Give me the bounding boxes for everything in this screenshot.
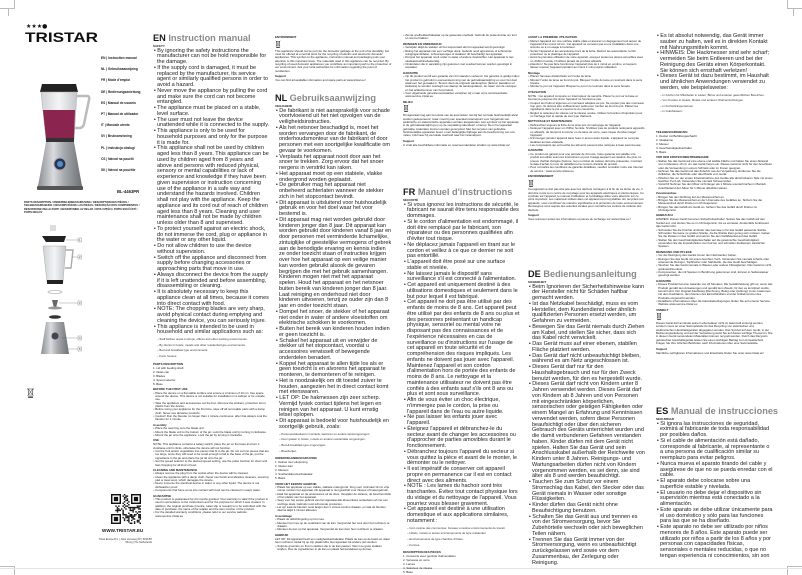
- bullet-item: • El aparato debe colocarse sobre una superficie estable y nivelada.: [656, 479, 773, 491]
- language-code: EN: [153, 33, 166, 43]
- en-environment-section: [275, 34, 392, 93]
- company-address: Tristar Europe B.V. | Jules Verneweg 87 | 5015 BH Tilburg | The Netherlands: [98, 538, 152, 545]
- section-title: [528, 269, 645, 280]
- bullet-item: • Das Gerät muss auf einer ebenen, stabilen Fläche platziert werden.: [528, 342, 645, 354]
- column-3: [403, 34, 520, 574]
- paragraph: Vous retrouver toutes les informations et pièces de rechange sur www.tristar.eu !: [528, 217, 631, 222]
- bullet-item: • Dieses Gerät darf nur für den Haushaltsgebrauch und nur für den Zweck benutzt werden, für den es hergestellt wurde.: [528, 365, 645, 382]
- paragraph: LET OP: Dit apparaat heeft een veiligheidsschakelaar. Plaats de kan op de basis en draai hem rechtsom totdat hij op zijn plaats klikt. Het apparaat zal anders niet werken.: [275, 536, 390, 545]
- bullet-item: • Buiten het bereik van kinderen houden indien er geen toezicht is.: [275, 327, 392, 339]
- bullet-item: • Caution! Run the blender no longer than 1 minute continuous, after that always cool the blender for 1 minute.: [153, 415, 270, 422]
- bullet-item: • Veeg voor het eerste gebruik van het apparaat alle afneembare onderdelen af met een vochtige doek. Gebruik nooit schurende producten.: [275, 499, 392, 506]
- bullet-item: • Stellen Sie das Gerät auf eine ebene und stabile Fläche und halten Sie einen Abstand von mindestens 10 cm um das Gerät herum ein. Dieses Gerät ist nicht für den Anschluss oder die Verwendung in einem Schrank oder im Freien geeignet.: [656, 160, 773, 170]
- weee-bin-icon: [528, 179, 645, 188]
- section-heading: USE: [153, 438, 159, 443]
- paragraph: This appliance should not be put into the domestic garbage at the end of its durability, but must be offered at a central point for the recycling of electric and electronic domestic appliances. This symbol on the appliance, instruction manual and packaging puts your attention to this important issue. The materials used in this appliance can be recycled. By recycling of used domestic appliances you contribute an important push to the protection of our environment. Ask your local authorities for information regarding the point of recollection.: [275, 48, 392, 73]
- section-heading: Montage: [528, 70, 540, 75]
- sub-item: – Staff kitchen areas in shops, offices and other working environments.: [153, 338, 270, 341]
- bullet-item: • Dompel het apparaat nooit onder in water of andere vloeistoffen. Het apparaat is niet vaatwasmachinebestendig.: [403, 56, 520, 63]
- paragraph: 2. Glaskanne: [656, 138, 674, 143]
- section-heading: VOOR HET EERSTE GEBRUIK: [275, 481, 317, 486]
- crop-mark-top-left-2: [0, 8, 9, 16]
- paragraph: Cet appareil ne doit pas être jeté avec les déchets ménagers à la fin de sa durée de vie, il doit être remis à un centre de recyclage pour les appareils électriques et électroniques. Ce symbole sur l'appareil, le manuel d'utilisation et l'emballage attire votre attention sur ce point important. Les matériaux utilisés dans cet appareil sont recyclables. En recyclant vos appareils, vous contribuez de manière significative à la protection de notre environnement. Renseignez-vous auprès des autorités locales pour connaître les centres de collecte des déchets.: [528, 187, 644, 212]
- paragraph: HINWEIS: Dieses Gerät hat einen Sicherheitsschalter. Setzen Sie das Gefäß auf den Sockel auf, und drehen Sie es im Uhrzeigersinn, bis es einrastet. Andernfalls funktioniert das Gerät nicht.: [656, 217, 769, 229]
- bullet-item: • Monteer het mes op de onderkant van de kan. Vergrendel het mes door het rechtsom te draaien.: [275, 522, 392, 529]
- svg-text:TRISTAR: TRISTAR: [25, 29, 98, 43]
- section-heading: Support: [275, 74, 287, 79]
- paragraph: 5. Base: [403, 570, 413, 575]
- bullet-item: • Op dit product wordt een garantie van 24 maanden verleend. Uw garantie is geldig indien het product is gebruikt in overeenstemming met de gebruiksaanwijzing en voor het doel waarvoor het gemaakt is. Tevens dient de originele aankoopbon (factuur, kassabon of kwitantie) te worden overlegd met daarop de aankoopdatum, de naam van de verkoper en het artikelnummer van het product.: [403, 75, 520, 92]
- model-number: BL-4463PR: [117, 189, 140, 194]
- nl-maintenance-section: [403, 34, 520, 187]
- section-heading: DESCRIPTION DES PIÈCES: [403, 550, 441, 555]
- bullet-item: • Detaillierte Informationen über die Garantiebedingungen finden Sie auf unserer Service-Website www.service.tristar.eu: [656, 300, 773, 307]
- section-title: [403, 187, 520, 198]
- bullet-item: • If the supply cord is damaged, it must be replaced by the manufacturer, its service agent or similarly qualified persons in order to avoid a hazard.: [153, 66, 270, 89]
- bullet-item: • Dieses Gerät ist dazu bestimmt, im Haushalt und ähnlichen Anwendungen verwendet zu werden, wie beispielsweise:: [656, 74, 773, 91]
- paragraph: U vindt alle beschikbare informatie en reserveonderdelen stratiën op www.tristar.eu!: [403, 142, 511, 147]
- bullet-item: • Dit apparaat mag niet worden gebruikt door kinderen jonger dan 8 jaar. Dit apparaat kan worden gebruikt door kinderen vanaf 8 jaar en door personen met verminderde lichamelijke, zintuiglijke of geestelijke vermogens of gebrek aan de benodigde ervaring en kennis indien ze onder toezicht staan of instructies krijgen over hoe het apparaat op een veilige manier kan worden gebruikt alsook de gevaren begrijpen die met het gebruik samenhangen. Kinderen mogen niet met het apparaat spelen. Houd het apparaat en het netsnoer buiten bereik van kinderen jonger dan 8 jaar. Laat reiniging en onderhoud niet door kinderen uitvoeren, tenzij ze ouder zijn dan 8 jaar en onder toezicht staan.: [275, 218, 392, 310]
- bullet-item: • By ignoring the safety instructions the manufacturer can not be hold responsible for the damage.: [153, 49, 270, 66]
- section-heading: MILIEU: [403, 99, 413, 104]
- paragraph: Sämtliche verfügbaren Informationen und Ersatzteile finden Sie unter www.tristar.eu!: [656, 350, 764, 355]
- exploded-parts-diagram: [38, 224, 86, 365]
- bullet-item: • Débranchez toujours l'appareil du secteur si vous quittez la pièce et avant de le monter, le démonter ou le nettoyer.: [403, 450, 520, 467]
- language-item: NL | Gebruiksaanwijzing: [101, 67, 138, 72]
- language-code: FR: [403, 187, 416, 197]
- bullet-item: • Always disconnect the device from the supply if it is left unattended and before assembling, disassembling or cleaning.: [153, 273, 270, 290]
- bullet-item: • This appliance shall not be used by children aged less than 8 years. This appliance can be used by children aged from 8 years and above and persons with reduced physical, sensory or mental capabilities or lack of experience and knowledge if they have been given supervision or instruction concerning use of the appliance in a safe way and understand the hazards involved. Children shall not play with the appliance. Keep the appliance and its cord out of reach of children aged less than 8 years. Cleaning and user maintenance shall not be made by children unless older than 8 and supervised.: [153, 146, 270, 227]
- paragraph: 1. Deksel met vulopening: [275, 460, 308, 465]
- en-safety-section: [153, 33, 270, 361]
- section-heading: GEBRUIK: [275, 532, 289, 537]
- paragraph: 3. Blades: [153, 373, 166, 378]
- bullet-item: • Montez le pot sur l'appareil. Bloquez le pot en le tournant dans le sens horaire.: [528, 85, 645, 88]
- paragraph: NOTE: This appliance contains a safety switch, place the jar on the base and turn it clockwise until it clicks, otherwise the device will not function.: [153, 442, 260, 450]
- bullet-item: • Dieses Gerät darf nicht von Kindern unter 8 Jahren verwendet werden. Dieses Gerät darf von Kindern ab 8 Jahren und von Personen mit eingeschränkten körperlichen, sensorischen oder geistigen Fähigkeiten oder einem Mangel an Erfahrung und Kenntnissen verwendet werden, sofern diese Personen beaufsichtigt oder über den sicheren Gebrauch des Geräts unterrichtet wurden und die damit verbundenen Gefahren verstanden haben. Kinder dürfen mit dem Gerät nicht spielen. Halten Sie das Gerät und sein Anschlusskabel außerhalb der Reichweite von Kindern unter 8 Jahren. Reinigungs- und Wartungsarbeiten dürfen nicht von Kindern vorgenommen werden, es sei denn, sie sind älter als 8 und werden beaufsichtigt.: [528, 382, 645, 480]
- diagram-label-3: 3: [78, 301, 81, 306]
- paragraph: 4. Sélecteur de vitesse: [403, 566, 433, 571]
- weee-bin-icon: [656, 312, 773, 321]
- bullet-item: • Schalten Sie das Gerät aus und trennen es von der Stromversorgung, bevor Sie Zubehörteile wechseln oder sich beweglichen Teilen nähern.: [528, 515, 645, 538]
- bullet-item: • Reinig het apparaat met een vochtige doek. Gebruik nooit agressieve of schurende reinigingsmiddelen, schuursponsjes of staalwol; dit beschadigt het apparaat.: [403, 50, 520, 57]
- bullet-item: • HINWEIS: Die Hackmesser sind sehr scharf; vermeiden Sie beim Entleeren und bei der Reinigung des Geräts einen Körperkontakt. Sie können sich ernsthaft verletzen!: [656, 51, 773, 74]
- bullet-item: • Place the device on a flat stable surface and ensure a minimum of 10 cm. free space around the device. This device is not suitable for installation in a cabinet or for outside use.: [153, 392, 270, 402]
- section-heading: UTILISATION: [528, 89, 546, 94]
- bullet-item: • Les composants qui ont touché les aliments peuvent être nettoyés à l'eau savonneuse.: [528, 144, 645, 147]
- section-title: [275, 93, 392, 104]
- bullet-item: • Este aparato se debe utilizar únicamente para el uso doméstico y sólo para las funciones para las que se ha diseñado.: [656, 508, 773, 525]
- paragraph: 3. Messen: [275, 468, 289, 473]
- section-heading: ENVIRONNEMENT: [528, 174, 554, 179]
- paragraph: Dit apparaat mag aan het einde van de levensduur niet bij het normale huishoudelijk afval worden gedeponeerd, maar moet bij een speciaal inzamelpunt voor hergebruik van elektrische en elektronische apparaten worden aangeboden. Het symbool op het apparaat, in de gebruiksaanwijzing en op de verpakking attendeert u hierop. De in het apparaat gebruikte materialen kunnen worden gerecycled. Met het recyclen van gebruikte huishoudelijke apparaten levert u een belangrijke bijdrage aan de bescherming van ons milieu. Informeer bij uw lokale overheid naar het inzamelpunt.: [403, 113, 520, 138]
- bullet-item: • Avant la première utilisation de votre appareil, essuyez toutes les pièces amovibles avec un chiffon humide. N'utilisez jamais de produits abrasifs.: [528, 56, 645, 63]
- bullet-item: • Si vous ignorez les instructions de sécurité, le fabricant ne saurait être tenu responsable des dommages.: [403, 203, 520, 220]
- bullet-item: • Cet appareil ne doit pas être utilisé par des enfants de moins de 8 ans. Cet appareil peut être utilisé par des enfants de 8 ans ou plus et des personnes présentant un handicap physique, sensoriel ou mental voire ne disposant pas des connaissances et de l'expérience nécessaires en cas de surveillance ou d'instructions sur l'usage de cet appareil en toute sécurité et de compréhension des risques impliqués. Les enfants ne doivent pas jouer avec l'appareil. Maintenez l'appareil et son cordon d'alimentation hors de portée des enfants de moins de 8 ans. Le nettoyage et la maintenance utilisateur ne doivent pas être confiés à des enfants sauf s'ils ont 8 ans ou plus et sont sous surveillance.: [403, 300, 520, 398]
- weee-bin-icon: [403, 104, 520, 113]
- bullet-item: • Este aparato no debe ser utilizado por niños menores de 8 años. Este aparato puede ser utilizado por niños a partir de los 8 años y por personas con capacidades físicas, sensoriales o mentales reducidas, o que no tengan experiencia ni conocimientos, sin son: [656, 525, 773, 560]
- bullet-item: • The appliance must be placed on a stable, level surface.: [153, 106, 270, 118]
- bullet-item: • Ist das Netzkabel beschädigt, muss es vom Hersteller, dem Kundendienst oder ähnlich qualifizierten Personen ersetzt werden, um Gefahren zu vermeiden.: [528, 302, 645, 325]
- sub-item: – Door gasten in hotels, motels en andere residentiële omgevingen.: [275, 438, 392, 441]
- bullet-item: • Si el cable de alimentación está dañado, corresponde al fabricante, al representante o a una persona de cualificación similar su reemplazo para evitar peligros.: [656, 439, 773, 462]
- bullet-item: • Clean the appliance with a damp cloth. Never use harsh and abrasive cleaners, scouring pad or steel wool, which damages the device.: [153, 476, 270, 483]
- bullet-item: • Bringen Sie das Gefäß am Gerät an. Sichern Sie das Gefäß durch Drehen im Uhrzeigersinn.: [656, 206, 773, 213]
- section-heading: Assembly: [153, 422, 167, 427]
- bullet-item: • Es ist absolut notwendig, das Gerät immer sauber zu halten, weil es in direkten Kontakt mit Nahrungsmitteln kommt.: [656, 34, 773, 51]
- paragraph: 4. Speed selector: [153, 377, 176, 382]
- diagram-label-4: 4: [78, 336, 81, 341]
- bullet-item: • Snijd de groenten en fruit in stukken die in de kan passen. Niet in te grote stukken snijden. Doe de ingrediënten in de kan en plaats het kandeksel op de kan.: [275, 545, 392, 552]
- bullet-item: • Dit apparaat is bedoeld voor huishoudelijk en soortgelijk gebruik, zoals:: [275, 419, 392, 431]
- paragraph: 3. Lames: [403, 562, 415, 567]
- paragraph: You can find all available information and spare parts at www.tristar.eu!: [275, 78, 366, 83]
- paragraph: 1. Deckel mit Befüllungsschacht: [656, 134, 697, 139]
- bullet-item: • Vor der Reinigung des Geräts immer den Netzstecker ziehen.: [656, 254, 773, 257]
- feeding-cap-part: [50, 225, 56, 231]
- bullet-item: • Das Gerät darf nicht unbeaufsichtigt bleiben, während es am Netz angeschlossen ist.: [528, 354, 645, 366]
- bullet-item: • Nehmen Sie das Gerät und das Zubehör aus der Verpackung. Entfernen Sie die Aufkleber, die Schutzfolie oder das Plastik vom Gerät.: [656, 170, 773, 177]
- language-code: DE: [528, 269, 541, 279]
- bullet-item: • Komponenten, die mit Speisen in Berührung gekommen sind, können in Seifenwasser gereinigt werden.: [656, 271, 773, 278]
- bullet-item: • This product is guaranteed for 24 months granted. Your warranty is valid if the product is used in accordance to the instructions and for the purpose for which it was created. In addition, the original purchase (invoice, sales slip or receipt) is to be submitted with the date of purchase, the name of the retailer and the item number of the product.: [153, 498, 270, 511]
- bullet-item: • Schakel het apparaat uit en verwijder de stekker uit het stopcontact, voordat u accessoires verwisselt of bewegende onderdelen benadert.: [275, 339, 392, 362]
- blender-product-image: [34, 80, 94, 197]
- paragraph: Dieses Gerät darf am Ende seiner Lebensdauer nicht im Hausmüll entsorgt werden, sondern muss an einer Sammelstelle für das Recycling von elektrischen und elektronischen Haushaltsgeräten abgegeben werden. Das Symbol auf dem Gerät, in der Bedienungsanleitung und auf der Verpackung weist Sie auf dieses wichtige Thema hin. Die in diesem Gerät verwendeten Materialien können recycelt werden. Durch das Recyceln gebrauchter Haushaltsgeräte leisten Sie einen wichtigen Beitrag zum Umweltschutz. Fragen Sie Ihre örtlichen Behörden nach Informationen über eine Sammelstelle.: [656, 321, 773, 346]
- language-item: EN | Instruction manual: [101, 56, 137, 60]
- bullet-item: • Place the seal ring onto the blade unit.: [153, 427, 270, 430]
- paragraph: 1. Lid with feeding shaft: [153, 365, 184, 370]
- bullet-item: • Trennen Sie das Gerät immer von der Stromversorgung, wenn es unbeaufsichtigt zurückgelassen wird sowie vor dem Zusammenbau, der Zerlegung oder Reinigung.: [528, 538, 645, 567]
- language-item: SK | Návod na použitie: [101, 168, 136, 173]
- bullet-item: • N'immergez jamais l'appareil dans l'eau ni aucun autre liquide. L'appareil ne sont pas lavables au lave-vaisselle.: [528, 137, 645, 144]
- nl-safety-section: [275, 93, 392, 455]
- manual-title: Bedienungsanleitung: [543, 269, 637, 279]
- nl-usage-section: [275, 455, 392, 551]
- bottom-trim-line: [0, 568, 802, 569]
- column-5: [656, 33, 779, 560]
- bullet-item: • Ne déplacez jamais l'appareil en tirant sur le cordon et veillez à ce que ce dernier ne soit pas entortillé.: [403, 243, 520, 260]
- manual-title: Manual de instrucciones: [670, 406, 779, 416]
- parts-description-caption: PARTS DESCRIPTION / ONDERDELENBESCHRIJVING / DESCRIPTION DES PIÈCES / TEILEBESCHREIBUNG / DESCRIPCIÓN DE LAS PIEZAS / DESCRIÇÃO DOS COMPONENTES / DESCRIZIONE DELLE PARTI / BESKRIVNING AV DELAR / OPIS CZĘŚCI / POPIS SOUČÁSTÍ / POPIS DIELOV: [24, 201, 140, 214]
- bullet-item: • Pour connaître les conditions de garantie détaillées, veuillez consulter notre site Internet de service : www.service.tristar.eu: [528, 166, 645, 173]
- language-item: PT | Manual de utilizador: [101, 112, 139, 117]
- bullet-item: • Mount the jar onto the appliance. Lock the jar by turning it clockwise.: [153, 434, 270, 437]
- bullet-item: • Il est impératif de conserver cet appareil propre en permanence car il est en contact direct avec des aliments.: [403, 467, 520, 484]
- bullet-item: • LET OP: De hakmessen zijn zeer scherp. Vermijd fysiek contact tijdens het legen en reinigen van het apparaat. U kunt ernstig letsel oplopen.: [275, 396, 392, 419]
- language-item: SV | Bruksanvisning: [101, 134, 132, 139]
- section-heading: REINIGEN EN ONDERHOUD: [403, 41, 442, 46]
- manual-title: Gebruiksaanwijzing: [289, 93, 376, 103]
- section-heading: GUARANTEE: [153, 493, 172, 498]
- crop-mark-top-right-2: [793, 8, 802, 16]
- bullet-item: • Bringen Sie den Dichtring auf der Messereinheit an.: [656, 196, 773, 199]
- de-safety-continued: [656, 34, 773, 129]
- sub-item: – Bed and breakfast type environments.: [153, 349, 270, 352]
- sub-item: – Coin cuisine des commerces, bureaux et autres environnements de travail.: [403, 527, 520, 530]
- sub-item: – Environnements de type chambre d'hôtes.: [403, 538, 520, 541]
- weee-bin-icon: [27, 385, 34, 403]
- section-heading: Zusammenbau: [656, 191, 677, 196]
- bullet-item: • Het apparaat moet op een stabiele, vlakke ondergrond worden geplaatst.: [275, 172, 392, 184]
- bullet-item: • De gebruiker mag het apparaat niet onbeheerd achterlaten wanneer de stekker zich in het stopcontact bevindt.: [275, 183, 392, 200]
- section-heading: SEGURIDAD: [656, 417, 675, 422]
- manual-title: Manuel d'instructions: [417, 187, 513, 197]
- bullet-item: • It is absolutely necessary to keep this appliance clean at all times, because it comes into direct contact with food.: [153, 290, 270, 307]
- qr-code[interactable]: [111, 494, 141, 529]
- glass-jar-part: [43, 246, 66, 282]
- column-2: [275, 34, 392, 551]
- section-title: [153, 33, 270, 44]
- sub-item: – Von Kunden in Hotels, Motels und anderen Wohneinrichtungen.: [656, 99, 773, 102]
- bullet-item: • Verwijder altijd de stekker uit het stopcontact als het apparaat wordt gereinigd.: [403, 46, 520, 49]
- bullet-item: • Onderdelen die in aanraking zijn gekomen met voedsel kunnen worden gereinigd in sopwater.: [403, 63, 520, 70]
- diagram-label-2: 2: [78, 255, 81, 260]
- column-1: [153, 33, 270, 518]
- section-heading: GARANTIE: [528, 148, 544, 153]
- section-heading: SÉCURITÉ: [403, 198, 419, 203]
- bullet-item: • Stellen Sie den Geschwindigkeitsschalter auf die gewünschte Geschwindigkeit; verwenden Sie die Impulsfunktion zum kurzen und schnellen Zerkleinern sämtlicher Speisen.: [656, 239, 773, 249]
- bullet-item: • Bewegen Sie das Gerät niemals durch Ziehen am Kabel, und stellen Sie sicher, dass sich das Kabel nicht verwickelt.: [528, 325, 645, 342]
- language-item: DE | Bedienungsanleitung: [101, 89, 141, 94]
- seal-ring-part: [48, 291, 62, 294]
- paragraph: 5. Basis: [275, 476, 286, 481]
- bullet-item: • Montez l'unité de lame au fond du pot. Bloquez l'unité de lame en tournant dans le sens horaire.: [528, 79, 645, 86]
- bullet-item: • Als het netsnoer beschadigd is, moet het worden vervangen door de fabrikant, de onderhoudsmonteur van de fabrikant of door personen met een soortgelijke kwalificatie om gevaar te voorkomen.: [275, 126, 392, 155]
- bullet-item: • Haal het apparaat en de accessoires uit de doos. Verwijder de stickers, de beschermfolie of het plastic van het apparaat.: [275, 493, 392, 500]
- section-heading: AVANT LA PREMIÈRE UTILISATION: [528, 35, 577, 40]
- bullet-item: • Switch off the appliance and disconnect from supply before changing accessories or approaching parts that move in use.: [153, 256, 270, 273]
- bullet-item: • Sortez l'appareil et les accessoires hors de la boîte. Retirez les autocollants, le film protecteur ou le plastique de l'appareil.: [528, 50, 645, 57]
- bullet-item: • Kinder dürfen das Gerät nicht ohne Beaufsichtigung benutzen.: [528, 503, 645, 515]
- bullet-item: • Dompel het snoer, de stekker of het apparaat niet onder in water of andere vloeistoffen om elektrische schokken te voorkomen.: [275, 310, 392, 327]
- section-heading: Support: [656, 346, 668, 351]
- bullet-item: • De fabrikant is niet aansprakelijk voor schade voortvloeiend uit het niet opvolgen van de veiligheidsinstructies.: [275, 109, 392, 126]
- bullet-item: • Never move the appliance by pulling the cord and make sure the cord can not become entangled.: [153, 89, 270, 106]
- bullet-item: • Tauchen Sie zum Schutz vor einem Stromschlag das Kabel, den Stecker oder das Gerät niemals in Wasser oder sonstige Flüssigkeiten.: [528, 480, 645, 503]
- section-heading: ONDERDELENBESCHRIJVING: [275, 456, 317, 461]
- bullet-item: • Nettoyez l'appareil avec un chiffon humide. N'utilisez pas de produits nettoyants agressifs ou abrasifs, de tampons à récurer ou de laine de verre, sous risque d'endommager l'appareil.: [528, 127, 645, 137]
- paragraph: 3. Messer: [656, 142, 669, 147]
- section-heading: PARTS DESCRIPTION: [153, 361, 184, 366]
- paragraph: 5. Basis: [656, 149, 667, 154]
- bullet-item: • Koppel het apparaat te allen tijde los als er geen toezicht is en alvorens het apparaat te monteren, te demonteren of te reinigen.: [275, 362, 392, 379]
- manual-title: Instruction manual: [168, 33, 251, 43]
- diagram-label-1: 1: [78, 238, 81, 243]
- bullet-item: • Reinigen Sie das Gerät mit einem feuchten Tuch. Verwenden Sie niemals scharfe oder scheuernde Reiniger, Topfkratzer oder Stahlwolle, die das Gerät beschädigen.: [656, 258, 773, 265]
- de-safety-section: [528, 269, 645, 566]
- column-4: [528, 34, 645, 566]
- section-heading: SICHERHEIT: [528, 280, 547, 285]
- paragraph: 4. Geschwindigkeitsschalter: [656, 146, 692, 150]
- bullet-item: • NOTE : Les lames du hachoir sont très tranchantes. Évitez tout contact physique lors du vidage et du nettoyage de l'appareil. Vous pourriez vous blesser gravement.: [403, 484, 520, 507]
- bullet-item: • Éteignez l'appareil et débranchez-le du secteur avant de changer les accessoires ou d'approcher de parties amovibles durant le fonctionnement.: [403, 427, 520, 450]
- bullet-item: • Wischen Sie vor der ersten Inbetriebnahme des Geräts alle abnehmbaren Teile mit einem feuchten Tuch ab. Verwenden Sie niemals Scheuermittel.: [656, 177, 773, 184]
- bullet-item: • Beim Ignorieren der Sicherheitshinweise kann der Hersteller nicht für Schäden haftbar gemacht werden.: [528, 285, 645, 302]
- website-url[interactable]: WWW.TRISTAR.EU: [102, 528, 144, 533]
- weee-bin-icon: [275, 40, 392, 49]
- bullet-item: • Voor uitgebreide garantievoorwaarden verwijzen wij u naar onze servicewebsite: www.service.tristar.eu: [403, 92, 520, 99]
- bullet-item: • Cut the fruit and/or vegetables into pieces that fit in the jar. Do not cut into pieces that are too large, since they will need to be small enough to fall to the base of the jar, put the ingredients in the jar and place the jar lid onto the jar.: [153, 450, 270, 460]
- paragraph: NOTE : Cet appareil comporte un interrupteur de sécurité. Placez le pot sur la base et tournez-le jusqu'au clic sinon l'appareil ne fonctionne pas.: [528, 93, 638, 102]
- en-usage-section: [153, 361, 270, 519]
- sub-item: – Fermes.: [403, 544, 520, 547]
- fr-usage-section: [528, 34, 645, 269]
- bullet-item: • Placez l'anneau d'étanchéité sur l'unité de lame.: [528, 75, 645, 78]
- sub-item: – In Küchen für Mitarbeiter in Läden, Büros und anderen gewerblichen Bereichen.: [656, 94, 773, 97]
- section-heading: UMWELT: [656, 307, 669, 312]
- bullet-item: • Take the appliance and accessories out the box. Remove the stickers, protective foil or plastic from the device.: [153, 402, 270, 409]
- bullet-item: • Nunca mueva el aparato tirando del cable y asegúrese de que no se pueda enredar con el cable.: [656, 462, 773, 479]
- sub-item: – By clients in hotels, motels and other residential type environments.: [153, 344, 270, 347]
- section-title: [656, 406, 779, 417]
- language-item: ES | Manual de usuario: [101, 100, 136, 105]
- bullet-item: • Débranchez toujours la fiche de la prise lors du nettoyage de l'appareil.: [528, 124, 645, 127]
- bullet-item: • To protect yourself against an electric shock, do not immerse the cord, plug or appliance in the water or any other liquid.: [153, 227, 270, 244]
- bullet-item: • The user must not leave the device unattended while it is connected to the supply.: [153, 118, 270, 130]
- bullet-item: • For the detailed warranty conditions, please refer to our service website: www.service.tristar.eu: [153, 511, 270, 518]
- bullet-item: • Ne laissez jamais le dispositif sans surveillance s'il est connecté à l'alimentation.: [403, 272, 520, 284]
- bullet-item: • Never immerse the electrical device in water or any other liquid. The device is not dishwasher proof.: [153, 482, 270, 489]
- section-heading: TEILEBESCHREIBUNG: [656, 130, 688, 135]
- section-heading: Assemblage: [275, 513, 293, 518]
- paragraph: 1. Couvercle avec goulotte d'alimentation: [403, 554, 456, 559]
- section-heading: SAFETY: [153, 44, 165, 49]
- language-item: FR | Mode d'emploi: [101, 78, 131, 83]
- language-code: ES: [656, 406, 669, 416]
- svg-text:★★★●: ★★★●: [26, 23, 48, 30]
- bullet-item: • Ne pas laisser les enfants jouer avec l'appareil.: [403, 415, 520, 427]
- bullet-item: • Vorsicht! Nehmen Sie den Mixer nicht länger als 1 Minute ununterbrochen in Betrieb. Anschließend den Mixer für 1 Minute abkühlen lassen.: [656, 183, 773, 190]
- lid-part: [42, 236, 66, 242]
- bullet-item: • Het is noodzakelijk om dit toestel zuiver te houden, aangezien het in direct contact komt met etenswaren.: [275, 379, 392, 396]
- paragraph: 2. Glass can: [153, 369, 170, 374]
- bullet-item: • Réglez le sélecteur de vitesse sur la vitesse voulue. Utilisez la fonction d'impulsion pour un hachage bref et rapide de tout type d'aliment.: [528, 112, 645, 119]
- bullet-item: • L'appareil doit être posé sur une surface stable et nivelée.: [403, 260, 520, 272]
- section-heading: GARANTIE: [403, 70, 419, 75]
- bullet-item: • Attention ! Ne pas faire fonctionner l'appareil plus de 1 minut en continu, et toujours laisser reposer l'appareil pendant au moins 1 minut après utilisation.: [528, 63, 645, 70]
- bullet-item: • Always remove the plug from the socket when the device will be cleaned.: [153, 472, 270, 475]
- bullet-item: • NOTE: The chopping blades are very sharp, avoid physical contact during emptying and cleaning the device, you can seriously injure.: [153, 307, 270, 324]
- bullet-item: • Before using your appliance for the first time, wipe off all removable parts with a damp cloth. Never use abrasive products.: [153, 408, 270, 415]
- section-heading: VEILIGHEID: [275, 104, 293, 109]
- bullet-item: • Bringen Sie die Messereinheit an der Unterseite des Gefäßes an. Sichern Sie die Messereinheit durch Drehen im Uhrzeigersinn.: [656, 199, 773, 206]
- language-code: NL: [275, 93, 288, 103]
- bullet-item: • This appliance is only to be used for household purposes and only for the purpose it is made for.: [153, 129, 270, 146]
- bullet-item: • This appliance is intended to be used in household and similar applications such as:: [153, 325, 270, 337]
- bullet-item: • Mettez l'appareil sur une surface stable plate et assurez un dégagement tout autour de l'appareil d'au moins 10 cm. Cet appareil ne convient pas à une installation dans une armoire ou à un usage à l'extérieur.: [528, 40, 645, 50]
- bullet-item: • Cet appareil est uniquement destiné à des utilisations domestiques et seulement dans le but pour lequel il est fabriqué.: [403, 283, 520, 300]
- sub-item: – Boerderijen.: [275, 450, 392, 453]
- section-heading: VOR DER ERSTEN INBETRIEBNAHME: [656, 155, 709, 160]
- diagram-label-5: 5: [78, 347, 81, 352]
- es-safety-section: [656, 406, 779, 560]
- section-heading: NETTOYAGE ET MAINTENANCE: [528, 119, 573, 124]
- de-usage-section: [656, 129, 773, 406]
- sub-item: – In Frühstückspensionen.: [656, 105, 773, 108]
- sub-item: – In Gutshäusern.: [656, 110, 773, 113]
- bullet-item: • El usuario no debe dejar el dispositivo sin supervisión mientras está conectado a la alimentación.: [656, 491, 773, 508]
- sub-item: – Hôtels, motels et autres environnements de type résidentiel.: [403, 532, 520, 535]
- tristar-logo: [25, 22, 99, 48]
- paragraph: 5. Base: [153, 381, 163, 386]
- section-heading: BEFORE THE FIRST USE: [153, 387, 188, 392]
- language-item: IT | Manuale utente: [101, 123, 130, 128]
- bullet-item: • Plaats het apparaat op een vlakke, stabiele ondergrond. Zorg voor minimaal 10 cm vrije ruimte rondom het apparaat. Dit apparaat is niet geschikt voor inbouw of buitengebruik.: [275, 486, 392, 493]
- bullet-item: • Do not allow children to use the device without supervision.: [153, 244, 270, 256]
- bullet-item: • Set the speed selector to the desired speed setting, use the pulse function for short and fast chopping for all kind of food.: [153, 460, 270, 467]
- bullet-item: • Si ignora las instrucciones de seguridad, eximirá al fabricante de toda responsabilidad por posibles daños.: [656, 422, 773, 439]
- section-heading: REINIGUNG UND PFLEGE: [656, 249, 692, 254]
- language-list: [101, 53, 151, 176]
- bullet-item: • Dieses Produkt hat eine Garantie von 24 Monaten. Die Gewährleistung gilt nur, wenn das Produkt gemäß den Anweisungen und gemäß dem Zweck, für den es konzipiert wurde, benutzt wird. Der Original-Kaufbeleg (Rechnung, Beleg oder Quittung) muss zusammen mit dem Kaufdatum, dem Namen des Einzelhändlers und der Artikelnummer des Produkts eingereicht werden.: [656, 283, 773, 300]
- sub-item: – Personeelskeukens in winkels, kantoren en andere werkomgevingen.: [275, 433, 392, 436]
- bullet-item: • Plaats de afdichtingsring op het mes.: [275, 518, 392, 521]
- sub-item: – Bed-&-breakfast-type omgevingen.: [275, 444, 392, 447]
- bullet-item: • Zet de snelheidsschakelaar op de gewenste snelheid. Gebruik de pulse-functie om kort en snel te hakken.: [403, 34, 520, 41]
- sub-item: – Farm houses.: [153, 355, 270, 358]
- language-item: CS | Návod na použití: [101, 156, 134, 161]
- paragraph: 2. Glazen kan: [275, 464, 293, 469]
- bullet-item: • Components that have come into contact with food can be cleaned in soapy water.: [153, 489, 270, 492]
- bullet-item: • Afin de vous éviter un choc électrique, n'immergez pas le cordon, la prise ou l'appareil dans de l'eau ou autre liquide.: [403, 398, 520, 415]
- bullet-item: • Schneiden Sie die Früchte und/oder das Gemüse in für das Gefäß passende Stücke. Schneiden Sie keine zu großen Stücke, da die Stücke klein genug sein müssen. Geben Sie die Zutaten in das Gefäß und setzen Sie den Gefäßdeckel auf das Gefäß.: [656, 229, 773, 239]
- section-heading: CLEANING AND MAINTENANCE: [153, 468, 198, 473]
- bullet-item: • Tauchen Sie das Gerät niemals in Wasser oder andere Flüssigkeiten. Das Gerät ist nicht spülmaschinenfest.: [656, 264, 773, 271]
- bullet-item: • Let op! Laat de blender nooit langer dan 1 minuut continu draaien, en laat de blender daarna altijd 1 minuut afkoelen.: [275, 506, 392, 513]
- bullet-item: • Ce produit est garanti pour une période de 24 mois. Votre garantie est valable si le produit est utilisé selon les instructions et pour l'usage auquel il est destiné. De plus, la preuve d'achat d'origine (facture, reçu ou ticket de caisse) doit être présentée, montrant la date d'achat, le nom du détaillant et le numéro d'article du produit.: [528, 153, 645, 166]
- section-heading: GEBRAUCH: [656, 213, 673, 218]
- fr-safety-section: [403, 187, 520, 549]
- bullet-item: • Mount the blade unit to the bottom of the jar. Lock the blade unit by turning it clockwise.: [153, 431, 270, 434]
- bullet-item: • Dit apparaat is uitsluitend voor huishoudelijk gebruik en voor het doel waar het voor bestemd is.: [275, 201, 392, 218]
- bullet-item: • Coupez les fruits et légumes en morceaux adaptés au pot. Ne coupez pas des morceaux trop gros. Ils doivent être suffisamment petits pour tomber au fond du pot. Placez les ingrédients dans le pot et couvrez-le du couvercle.: [528, 102, 645, 112]
- paragraph: 4. Snelheidskeuzeschakelaar: [275, 472, 313, 477]
- paragraph: 2. Verseuse en verre: [403, 558, 430, 563]
- language-item: PL | Instrukcja obsługi: [101, 145, 135, 150]
- bullet-item: • Monteer de kan op het apparaat. Vergrendel de kan door hem rechtsom te draaien.: [275, 528, 392, 531]
- bullet-item: • Cet appareil est destiné à une utilisation domestique et aux applications similaires, notamment :: [403, 507, 520, 524]
- bullet-item: • Verplaats het apparaat nooit door aan het snoer te trekken. Zorg ervoor dat het snoer nergens in verstrikt kan raken.: [275, 155, 392, 172]
- fr-parts-section: [403, 549, 520, 574]
- section-heading: Support: [403, 138, 415, 143]
- section-heading: Support: [528, 213, 540, 218]
- bullet-item: • Si le cordon d'alimentation est endommagé, il doit être remplacé par le fabricant, son réparateur ou des personnes qualifiées afin d'éviter tout risque.: [403, 220, 520, 243]
- section-heading: GARANTIE: [656, 278, 672, 283]
- section-heading: ENVIRONMENT: [275, 35, 297, 40]
